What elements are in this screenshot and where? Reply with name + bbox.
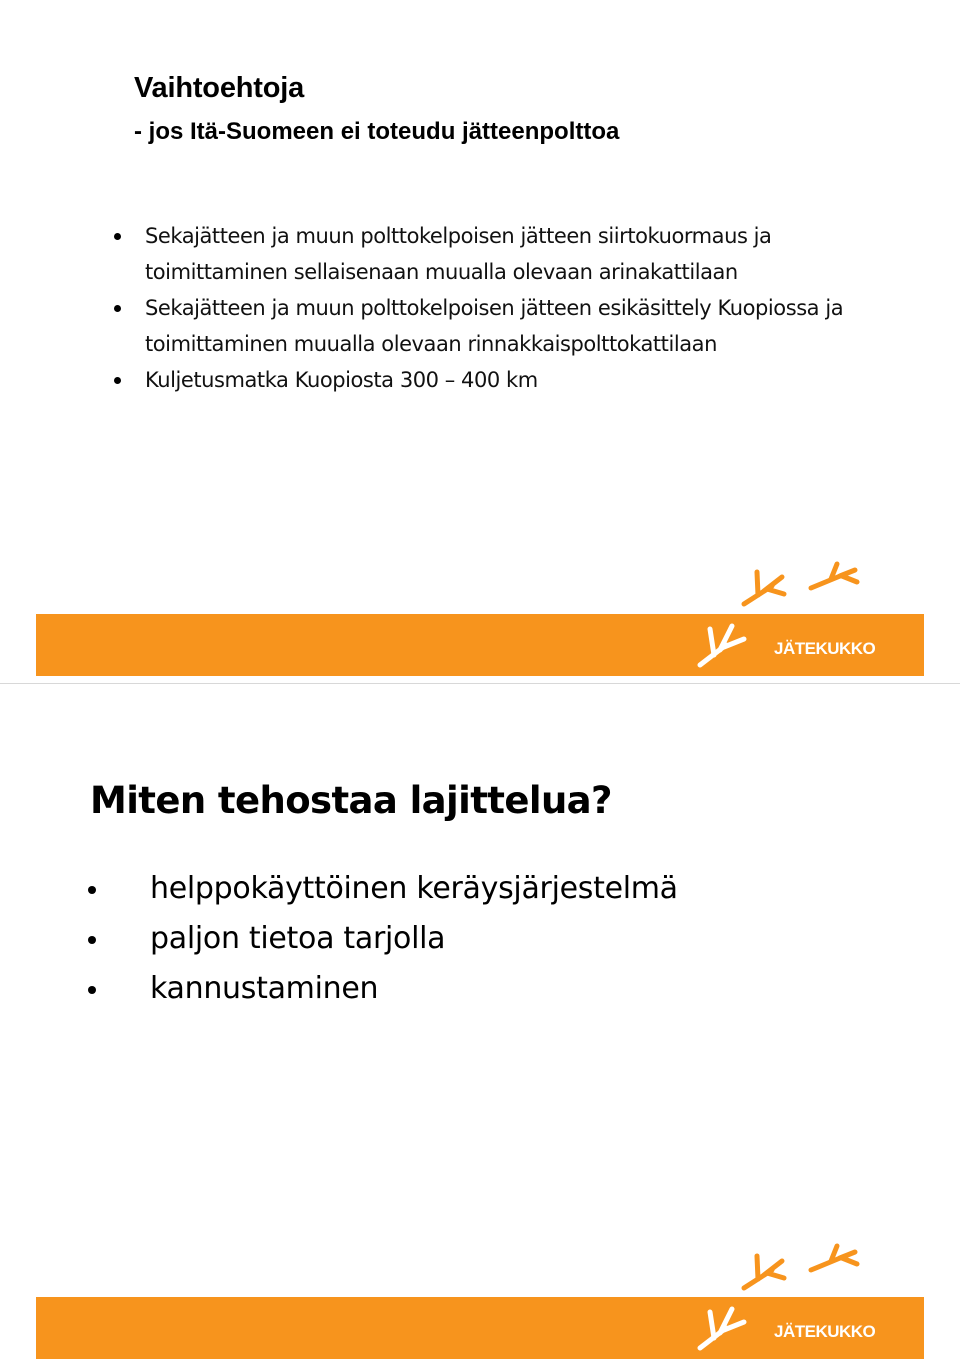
list-item-text: Sekajätteen ja muun polttokelpoisen jätteen siirtokuormaus ja toimittaminen sellaisenaan muualla olevaan arinakattilaan [145, 224, 772, 284]
bullet-icon [114, 305, 121, 312]
list-item-text: helppokäyttöinen keräysjärjestelmä [150, 871, 678, 906]
footer-bar [36, 1297, 924, 1359]
list-item [88, 914, 788, 964]
slide-1 [0, 0, 960, 683]
jatekukko-logo: JÄTEKUKKO [774, 1322, 876, 1341]
list-item [88, 864, 788, 914]
bullet-list [110, 218, 910, 398]
bird-footprint-icon [696, 1302, 751, 1354]
slide-subtitle: - jos Itä-Suomeen ei toteudu jätteenpolttoa [134, 118, 620, 145]
list-item-text: paljon tietoa tarjolla [150, 921, 446, 956]
list-item [110, 362, 910, 398]
bird-footprint-icon [696, 619, 751, 671]
jatekukko-logo: JÄTEKUKKO [774, 639, 876, 658]
list-item-text: kannustaminen [150, 971, 379, 1006]
list-item-text: Kuljetusmatka Kuopiosta 300 – 400 km [145, 368, 538, 392]
bird-footprint-icon [738, 1249, 788, 1294]
bullet-icon [88, 886, 96, 894]
bird-footprint-icon [738, 565, 788, 610]
bird-footprint-icon [805, 1242, 860, 1277]
slide-title: Miten tehostaa lajittelua? [90, 779, 612, 822]
bullet-icon [114, 233, 121, 240]
bullet-icon [114, 377, 121, 384]
list-item [88, 964, 788, 1014]
footer-bar [36, 614, 924, 676]
bullet-icon [88, 936, 96, 944]
list-item [110, 218, 910, 290]
bird-footprint-icon [805, 560, 860, 595]
bullet-list [88, 864, 788, 1014]
list-item-text: Sekajätteen ja muun polttokelpoisen jätteen esikäsittely Kuopiossa ja toimittaminen muualla olevaan rinnakkaispolttokattilaan [145, 296, 844, 356]
slide-title: Vaihtoehtoja [134, 72, 305, 104]
slide-2 [0, 684, 960, 1367]
bullet-icon [88, 986, 96, 994]
list-item [110, 290, 910, 362]
